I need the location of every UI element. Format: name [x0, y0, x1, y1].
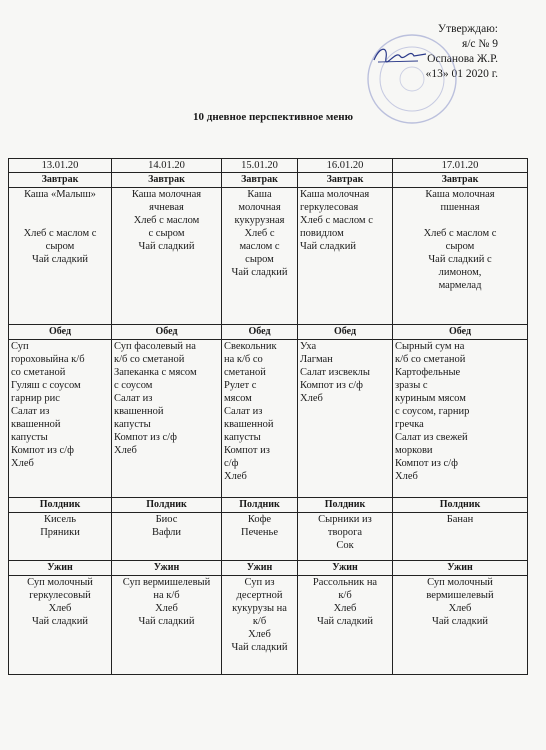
menu-item: Хлеб: [333, 603, 357, 614]
menu-item: Чай сладкий с: [428, 254, 492, 265]
menu-item: Каша молочная: [131, 189, 202, 200]
menu-item: Сырный сум на: [395, 341, 465, 352]
menu-item: Чай сладкий: [231, 642, 288, 653]
menu-item: [11, 214, 109, 227]
menu-item: повидлом: [300, 228, 344, 239]
menu-item: вермишелевый: [426, 590, 494, 601]
menu-item: сыром: [445, 241, 475, 252]
menu-item: мясом: [224, 393, 252, 404]
menu-table: [8, 158, 528, 675]
menu-item: Хлеб: [155, 603, 178, 614]
menu-item: с соусом: [114, 380, 153, 391]
menu-item: геркулесовая: [300, 202, 359, 213]
menu-cell: [9, 340, 112, 498]
menu-item: Салат из свежей: [395, 432, 468, 443]
menu-item: Салат из: [224, 406, 263, 417]
menu-item: [395, 214, 525, 227]
menu-item: Печенье: [241, 527, 278, 538]
menu-items-row: [9, 340, 528, 498]
date-cell: 17.01.20: [393, 159, 528, 173]
menu-item: Кисель: [43, 514, 77, 525]
menu-item: Свекольник: [224, 341, 277, 352]
menu-item: Суп молочный: [427, 577, 493, 588]
menu-cell: [298, 188, 393, 325]
menu-cell: [112, 340, 222, 498]
menu-item: [11, 201, 109, 214]
meal-label: Полдник: [112, 498, 222, 513]
menu-item: с соусом, гарнир: [395, 406, 470, 417]
menu-item: Гуляш с соусом: [11, 380, 81, 391]
menu-item: Вафли: [151, 527, 182, 538]
menu-item: Биос: [155, 514, 178, 525]
menu-item: капусты: [11, 432, 48, 443]
menu-item: маслом с: [239, 241, 280, 252]
menu-item: Рулет с: [224, 380, 257, 391]
menu-item: квашенной: [224, 419, 274, 430]
menu-item: на к/б со: [224, 354, 263, 365]
meal-label: Завтрак: [222, 173, 298, 188]
menu-item: Чай сладкий: [317, 616, 373, 627]
menu-item: Кофе: [247, 514, 272, 525]
meal-label: Ужин: [393, 561, 528, 576]
menu-item: Хлеб: [248, 629, 271, 640]
date-cell: 14.01.20: [112, 159, 222, 173]
menu-item: Компот из с/ф: [114, 432, 177, 443]
meal-label: Завтрак: [393, 173, 528, 188]
meal-header-row: [9, 498, 528, 513]
approval-signer: Оспанова Ж.Р.: [427, 53, 498, 65]
menu-cell: [9, 513, 112, 561]
menu-item: Каша «Малыш»: [24, 189, 96, 200]
menu-item: гороховыйна к/б: [11, 354, 85, 365]
menu-item: Пряники: [40, 527, 80, 538]
menu-item: капусты: [224, 432, 261, 443]
menu-item: сметаной: [224, 367, 266, 378]
menu-item: Суп: [11, 341, 29, 352]
menu-cell: [298, 576, 393, 675]
menu-item: Суп молочный: [27, 577, 93, 588]
menu-item: Суп фасолевый на: [114, 341, 196, 352]
menu-item: Хлеб: [395, 471, 418, 482]
meal-label: Обед: [112, 325, 222, 340]
date-cell: 16.01.20: [298, 159, 393, 173]
menu-item: Хлеб с: [244, 228, 275, 239]
meal-label: Ужин: [9, 561, 112, 576]
menu-item: Хлеб: [48, 603, 72, 614]
menu-item: с/ф: [224, 458, 239, 469]
menu-items-row: [9, 513, 528, 561]
date-cell: 15.01.20: [222, 159, 298, 173]
menu-item: Суп вермишелевый: [122, 577, 211, 588]
menu-item: Каша молочная: [300, 189, 370, 200]
menu-cell: [9, 576, 112, 675]
menu-item: Чай сладкий: [300, 241, 356, 252]
menu-item: пшенная: [440, 202, 480, 213]
menu-item: Чай сладкий: [231, 267, 288, 278]
approval-heading: Утверждаю:: [437, 23, 498, 35]
menu-items-row: [9, 188, 528, 325]
menu-item: на к/б: [153, 590, 180, 601]
menu-item: гарнир рис: [11, 393, 60, 404]
menu-item: десертной: [236, 590, 283, 601]
meal-label: Полдник: [393, 498, 528, 513]
menu-item: Чай сладкий: [32, 616, 88, 627]
menu-item: геркулесовый: [29, 590, 91, 601]
menu-item: Хлеб: [224, 471, 247, 482]
menu-item: Каша: [247, 189, 272, 200]
menu-item: Компот из: [224, 445, 270, 456]
menu-item: кукурузная: [234, 215, 285, 226]
menu-cell: [393, 188, 528, 325]
menu-item: Хлеб: [448, 603, 472, 614]
approval-kindergarten: я/с № 9: [461, 38, 498, 50]
meal-label: Обед: [393, 325, 528, 340]
menu-item: Компот из с/ф: [395, 458, 458, 469]
menu-item: Уха: [300, 341, 317, 352]
menu-item: творога: [327, 527, 363, 538]
menu-item: с сыром: [148, 228, 185, 239]
menu-item: Чай сладкий: [32, 254, 88, 265]
menu-item: сыром: [45, 241, 75, 252]
menu-item: к/б со сметаной: [395, 354, 466, 365]
document-title: 10 дневное перспективное меню: [193, 111, 353, 123]
menu-item: Сырники из: [318, 514, 372, 525]
menu-item: Сок: [336, 540, 354, 551]
meal-label: Ужин: [222, 561, 298, 576]
menu-item: Лагман: [300, 354, 333, 365]
menu-item: молочная: [238, 202, 281, 213]
menu-cell: [298, 513, 393, 561]
menu-item: сыром: [245, 254, 274, 265]
menu-item: куриным мясом: [395, 393, 466, 404]
menu-cell: [393, 576, 528, 675]
menu-item: гречка: [395, 419, 424, 430]
menu-cell: [112, 513, 222, 561]
menu-item: к/б со сметаной: [114, 354, 185, 365]
meal-label: Полдник: [298, 498, 393, 513]
menu-item: кукурузы на: [232, 603, 287, 614]
menu-item: Салат из: [11, 406, 50, 417]
meal-label: Полдник: [9, 498, 112, 513]
menu-item: Каша молочная: [425, 189, 495, 200]
meal-label: Ужин: [112, 561, 222, 576]
menu-items-row: [9, 576, 528, 675]
menu-item: лимоном,: [438, 267, 482, 278]
menu-item: Салат из: [114, 393, 153, 404]
menu-item: ячневая: [149, 202, 184, 213]
menu-item: Компот из с/ф: [11, 445, 74, 456]
menu-item: квашенной: [11, 419, 61, 430]
menu-cell: [112, 188, 222, 325]
meal-label: Обед: [298, 325, 393, 340]
menu-item: мармелад: [438, 280, 482, 291]
menu-item: Хлеб: [11, 458, 34, 469]
meal-label: Обед: [9, 325, 112, 340]
meal-header-row: [9, 561, 528, 576]
menu-item: Чай сладкий: [138, 616, 195, 627]
menu-item: Хлеб: [300, 393, 323, 404]
handwritten-signature: [370, 42, 430, 68]
approval-date: «13» 01 2020 г.: [425, 68, 498, 80]
menu-item: зразы с: [395, 380, 428, 391]
menu-item: Салат изсвеклы: [300, 367, 370, 378]
menu-cell: [298, 340, 393, 498]
menu-cell: [222, 340, 298, 498]
menu-item: квашенной: [114, 406, 164, 417]
date-row: [9, 159, 528, 173]
menu-cell: [393, 513, 528, 561]
menu-item: к/б: [338, 590, 352, 601]
menu-cell: [222, 576, 298, 675]
meal-label: Обед: [222, 325, 298, 340]
menu-item: Компот из с/ф: [300, 380, 363, 391]
menu-cell: [393, 340, 528, 498]
menu-item: со сметаной: [11, 367, 66, 378]
menu-cell: [9, 188, 112, 325]
meal-label: Ужин: [298, 561, 393, 576]
menu-item: моркови: [395, 445, 433, 456]
menu-item: Хлеб с маслом: [133, 215, 200, 226]
menu-item: Запеканка с мясом: [114, 367, 197, 378]
menu-item: Хлеб с маслом с: [23, 228, 97, 239]
menu-cell: [112, 576, 222, 675]
meal-label: Завтрак: [298, 173, 393, 188]
menu-item: Хлеб с маслом с: [300, 215, 373, 226]
date-cell: 13.01.20: [9, 159, 112, 173]
menu-item: Рассольник на: [312, 577, 378, 588]
menu-item: Суп из: [244, 577, 275, 588]
meal-header-row: [9, 325, 528, 340]
menu-item: к/б: [252, 616, 267, 627]
menu-item: Картофельные: [395, 367, 461, 378]
meal-label: Полдник: [222, 498, 298, 513]
meal-header-row: [9, 173, 528, 188]
menu-item: Чай сладкий: [432, 616, 488, 627]
menu-item: Банан: [446, 514, 474, 525]
menu-cell: [222, 513, 298, 561]
menu-item: Чай сладкий: [138, 241, 195, 252]
menu-item: капусты: [114, 419, 151, 430]
menu-cell: [222, 188, 298, 325]
menu-item: Хлеб: [114, 445, 137, 456]
meal-label: Завтрак: [112, 173, 222, 188]
menu-item: Хлеб с маслом с: [423, 228, 497, 239]
meal-label: Завтрак: [9, 173, 112, 188]
